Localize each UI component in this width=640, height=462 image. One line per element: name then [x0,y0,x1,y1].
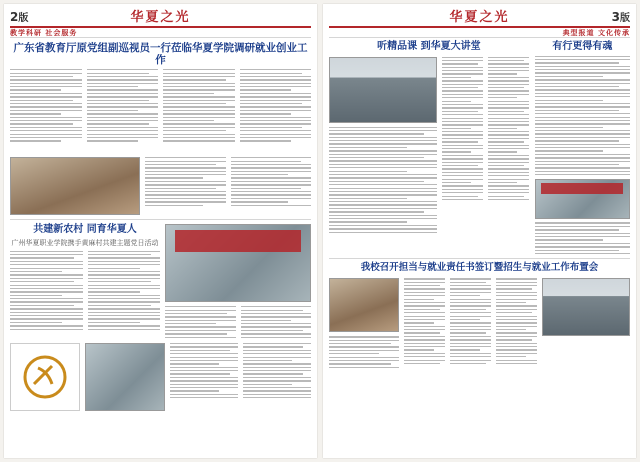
section-title: 典型报道 文化传承 [562,28,630,37]
article-headline: 听精品课 到华夏大讲堂 [377,41,481,52]
article-body [404,278,537,368]
brand-logo: 华夏之光 [449,10,510,25]
article-headline: 有行更得有魂 [552,41,613,52]
article-body [10,251,160,330]
article-body [535,56,630,176]
page-number: 2版 [10,10,29,24]
page-left [4,4,317,458]
newspaper-spread [4,4,636,458]
article-subheadline: 广州华夏职业学院携手黄麻村共建主题党日活动 [11,238,159,247]
masthead-right [329,8,630,28]
section-divider [10,219,311,220]
article-headline: 我校召开担当与就业责任书签订暨招生与就业工作布置会 [360,262,599,274]
article-body-continued [145,157,311,215]
article-body [170,343,311,411]
article-body [329,127,437,233]
section-bar-left [10,28,311,38]
party-emblem-icon [22,354,68,400]
page-number: 3版 [611,10,630,24]
article-body [535,222,630,254]
article-photo-conference [542,278,630,336]
article-photo-speaker [329,278,399,332]
article-photo-lecture [329,57,437,123]
article-headline: 共建新农村 同育华夏人 [33,224,137,236]
article-photo-activity [85,343,165,411]
section-divider [329,258,630,259]
emblem-logo [10,343,80,411]
article-body [329,336,399,368]
article-photo-group [165,224,311,302]
page-right [323,4,636,458]
article-headline: 广东省教育厅原党组副巡视员一行莅临华夏学院调研就业创业工作 [13,42,308,67]
article-body [10,69,311,153]
section-bar-right [329,28,630,38]
article-photo-ceremony [535,179,630,219]
article-body [165,306,311,338]
section-title: 教学科研 社会服务 [10,28,78,37]
article-body [442,57,529,233]
masthead-left [10,8,311,28]
article-photo-meeting [10,157,140,215]
brand-logo: 华夏之光 [130,10,191,25]
